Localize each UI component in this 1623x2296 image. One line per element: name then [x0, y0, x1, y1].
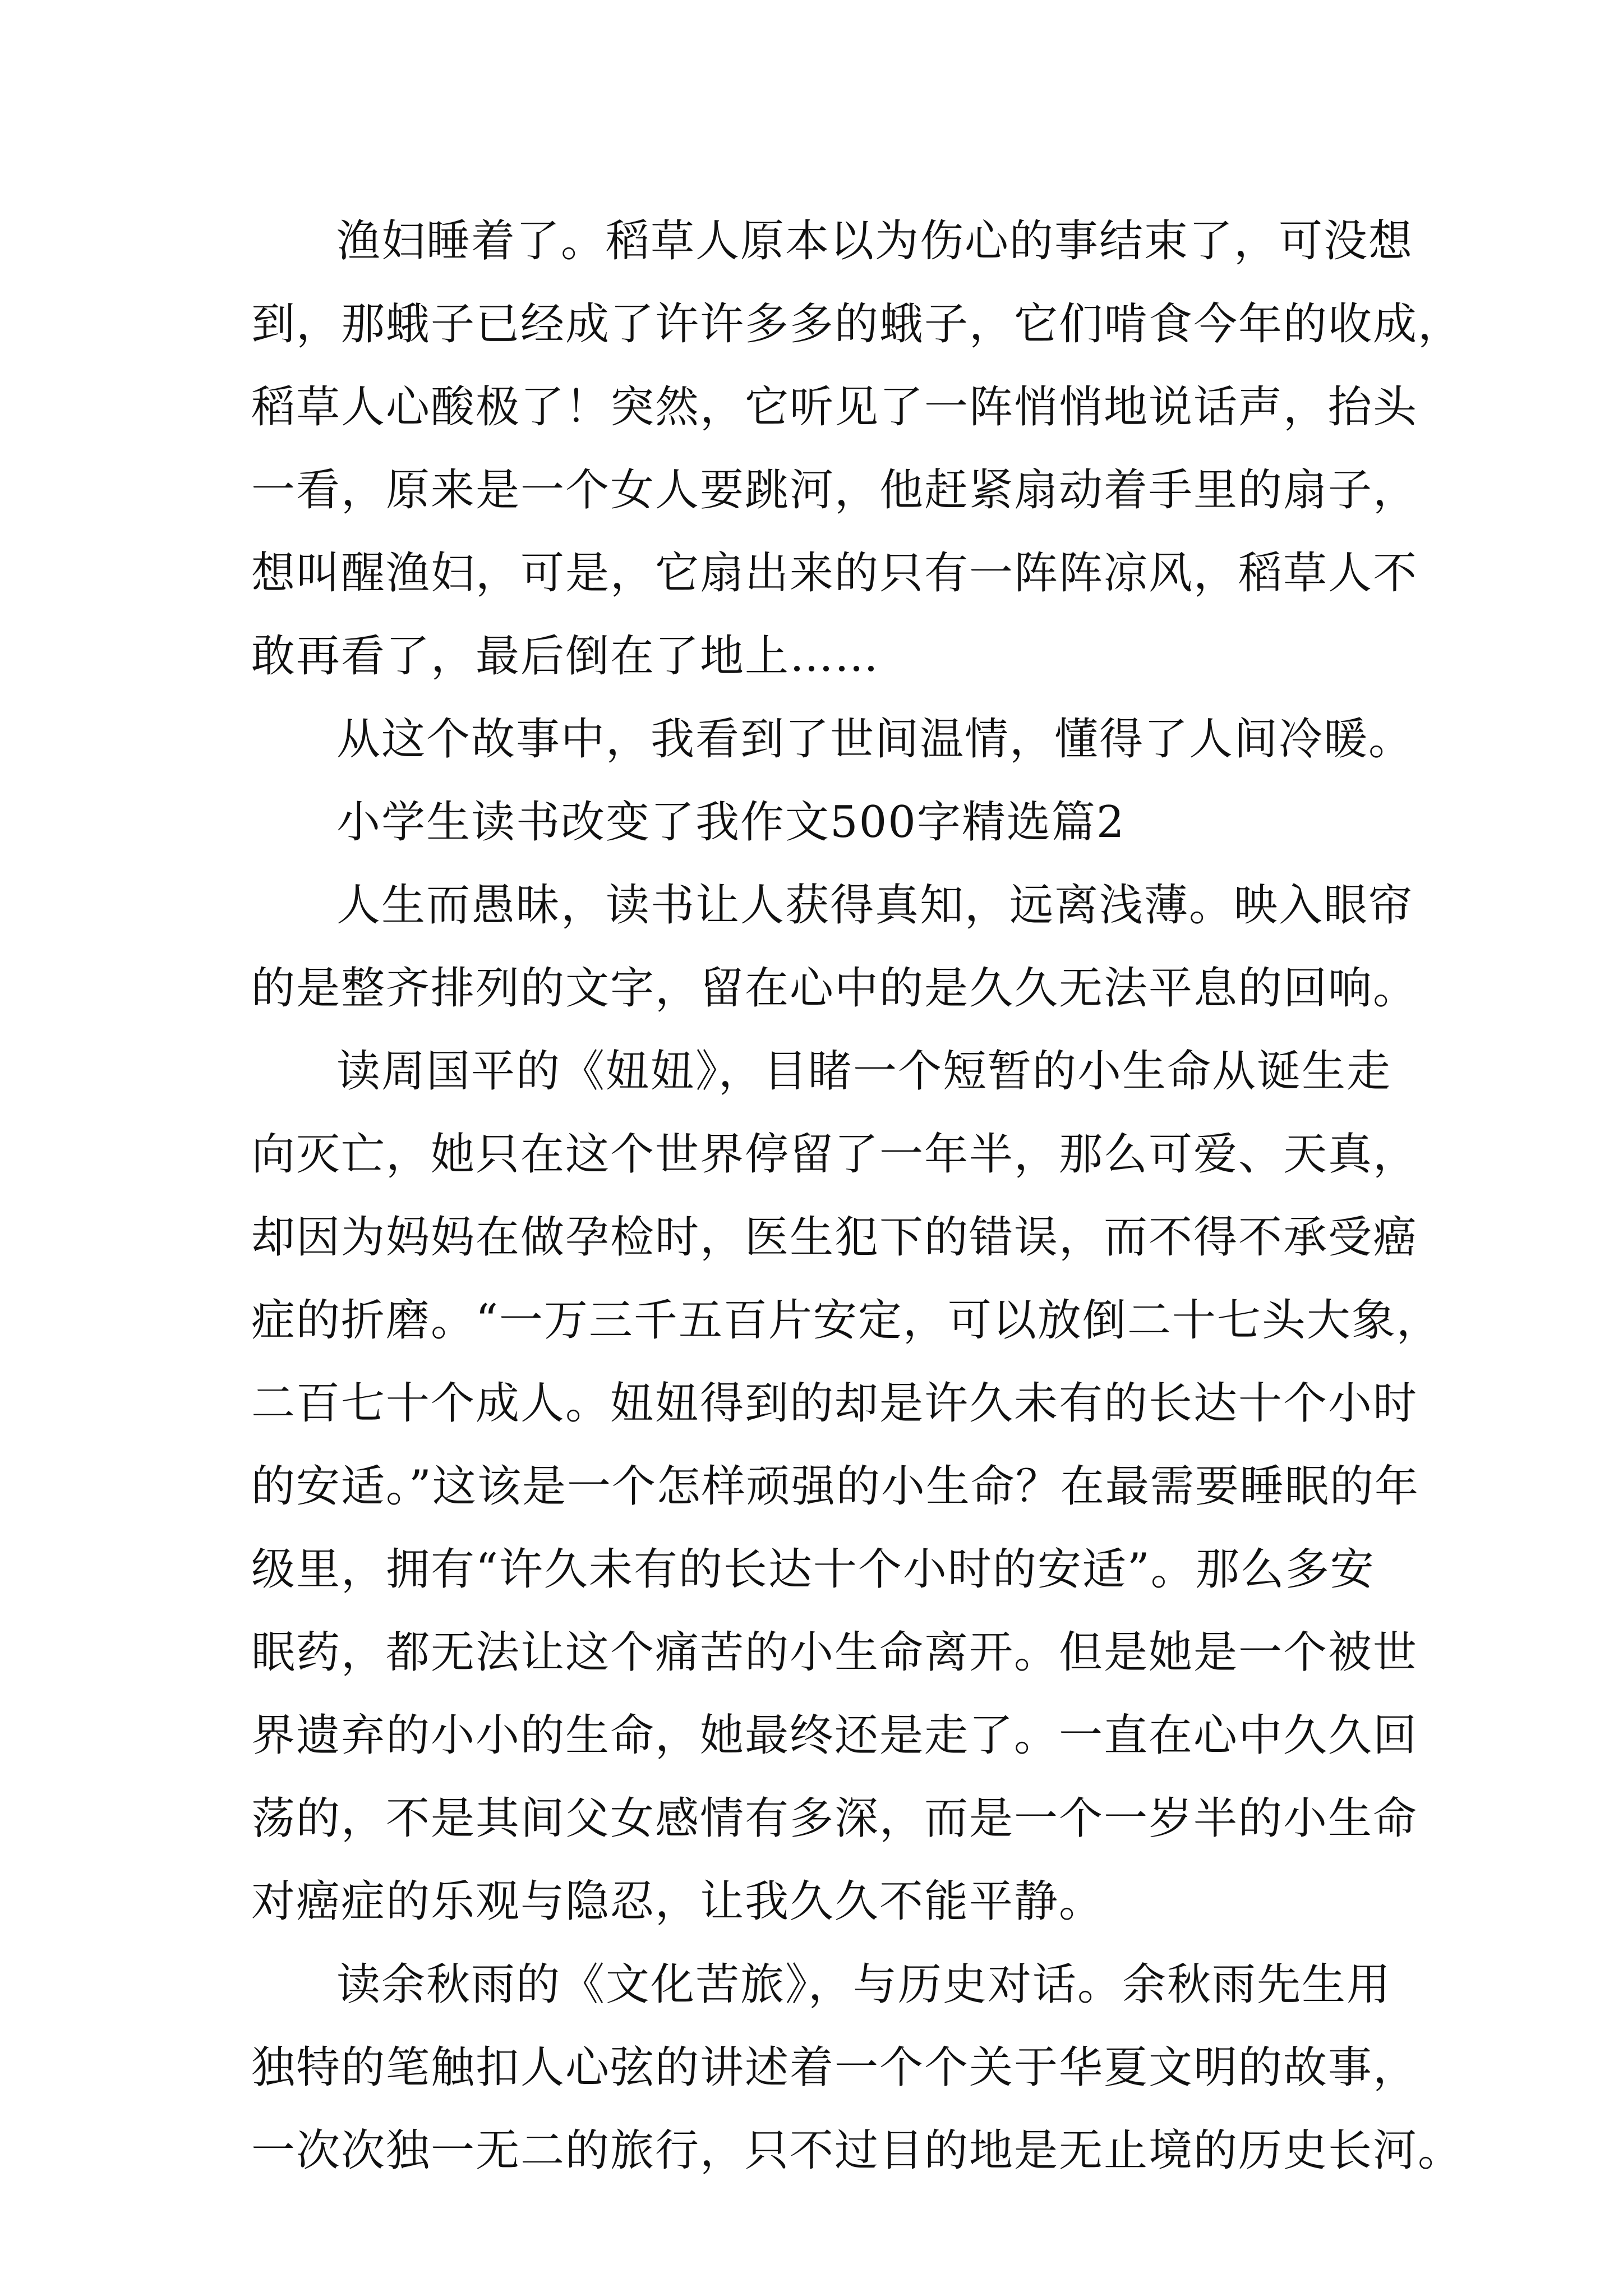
text-line: 眠药，都无法让这个痛苦的小生命离开。但是她是一个被世	[251, 1627, 1418, 1678]
text-line: 一看，原来是一个女人要跳河，他赶紧扇动着手里的扇子，	[251, 465, 1418, 516]
text-line: 荡的，不是其间父女感情有多深，而是一个一岁半的小生命	[251, 1793, 1418, 1844]
text-line: 界遗弃的小小的生命，她最终还是走了。一直在心中久久回	[251, 1710, 1418, 1761]
text-line: 的安适。”这该是一个怎样顽强的小生命？在最需要睡眠的年	[251, 1461, 1419, 1512]
text-line: 渔妇睡着了。稻草人原本以为伤心的事结束了，可没想	[336, 216, 1414, 266]
text-line: 到，那蛾子已经成了许许多多的蛾子，它们啃食今年的收成，	[251, 299, 1463, 349]
section-heading: 小学生读书改变了我作文500字精选篇2	[336, 797, 1126, 848]
text-line: 一次次独一无二的旅行，只不过目的地是无止境的历史长河。	[251, 2125, 1463, 2176]
text-line: 对癌症的乐观与隐忍，让我久久不能平静。	[251, 1876, 1104, 1927]
text-line: 二百七十个成人。妞妞得到的却是许久未有的长达十个小时	[251, 1378, 1418, 1429]
text-line: 级里，拥有“许久未有的长达十个小时的安适”。那么多安	[251, 1544, 1375, 1595]
text-line: 向灭亡，她只在这个世界停留了一年半，那么可爱、天真，	[251, 1129, 1418, 1180]
text-line: 读余秋雨的《文化苦旅》，与历史对话。余秋雨先生用	[336, 1959, 1392, 2010]
text-line: 人生而愚昧，读书让人获得真知，远离浅薄。映入眼帘	[336, 880, 1414, 931]
text-line: 想叫醒渔妇，可是，它扇出来的只有一阵阵凉风，稻草人不	[251, 548, 1418, 599]
text-line: 独特的笔触扣人心弦的讲述着一个个关于华夏文明的故事，	[251, 2042, 1418, 2093]
text-line: 敢再看了，最后倒在了地上……	[251, 631, 880, 682]
text-line: 稻草人心酸极了！突然，它听见了一阵悄悄地说话声，抬头	[251, 382, 1418, 432]
text-line: 的是整齐排列的文字，留在心中的是久久无法平息的回响。	[251, 963, 1418, 1014]
text-line: 症的折磨。“一万三千五百片安定，可以放倒二十七头大象，	[251, 1295, 1441, 1346]
text-line: 读周国平的《妞妞》，目睹一个短暂的小生命从诞生走	[336, 1046, 1392, 1097]
text-line: 从这个故事中，我看到了世间温情，懂得了人间冷暖。	[336, 714, 1414, 765]
text-line: 却因为妈妈在做孕检时，医生犯下的错误，而不得不承受癌	[251, 1212, 1418, 1263]
